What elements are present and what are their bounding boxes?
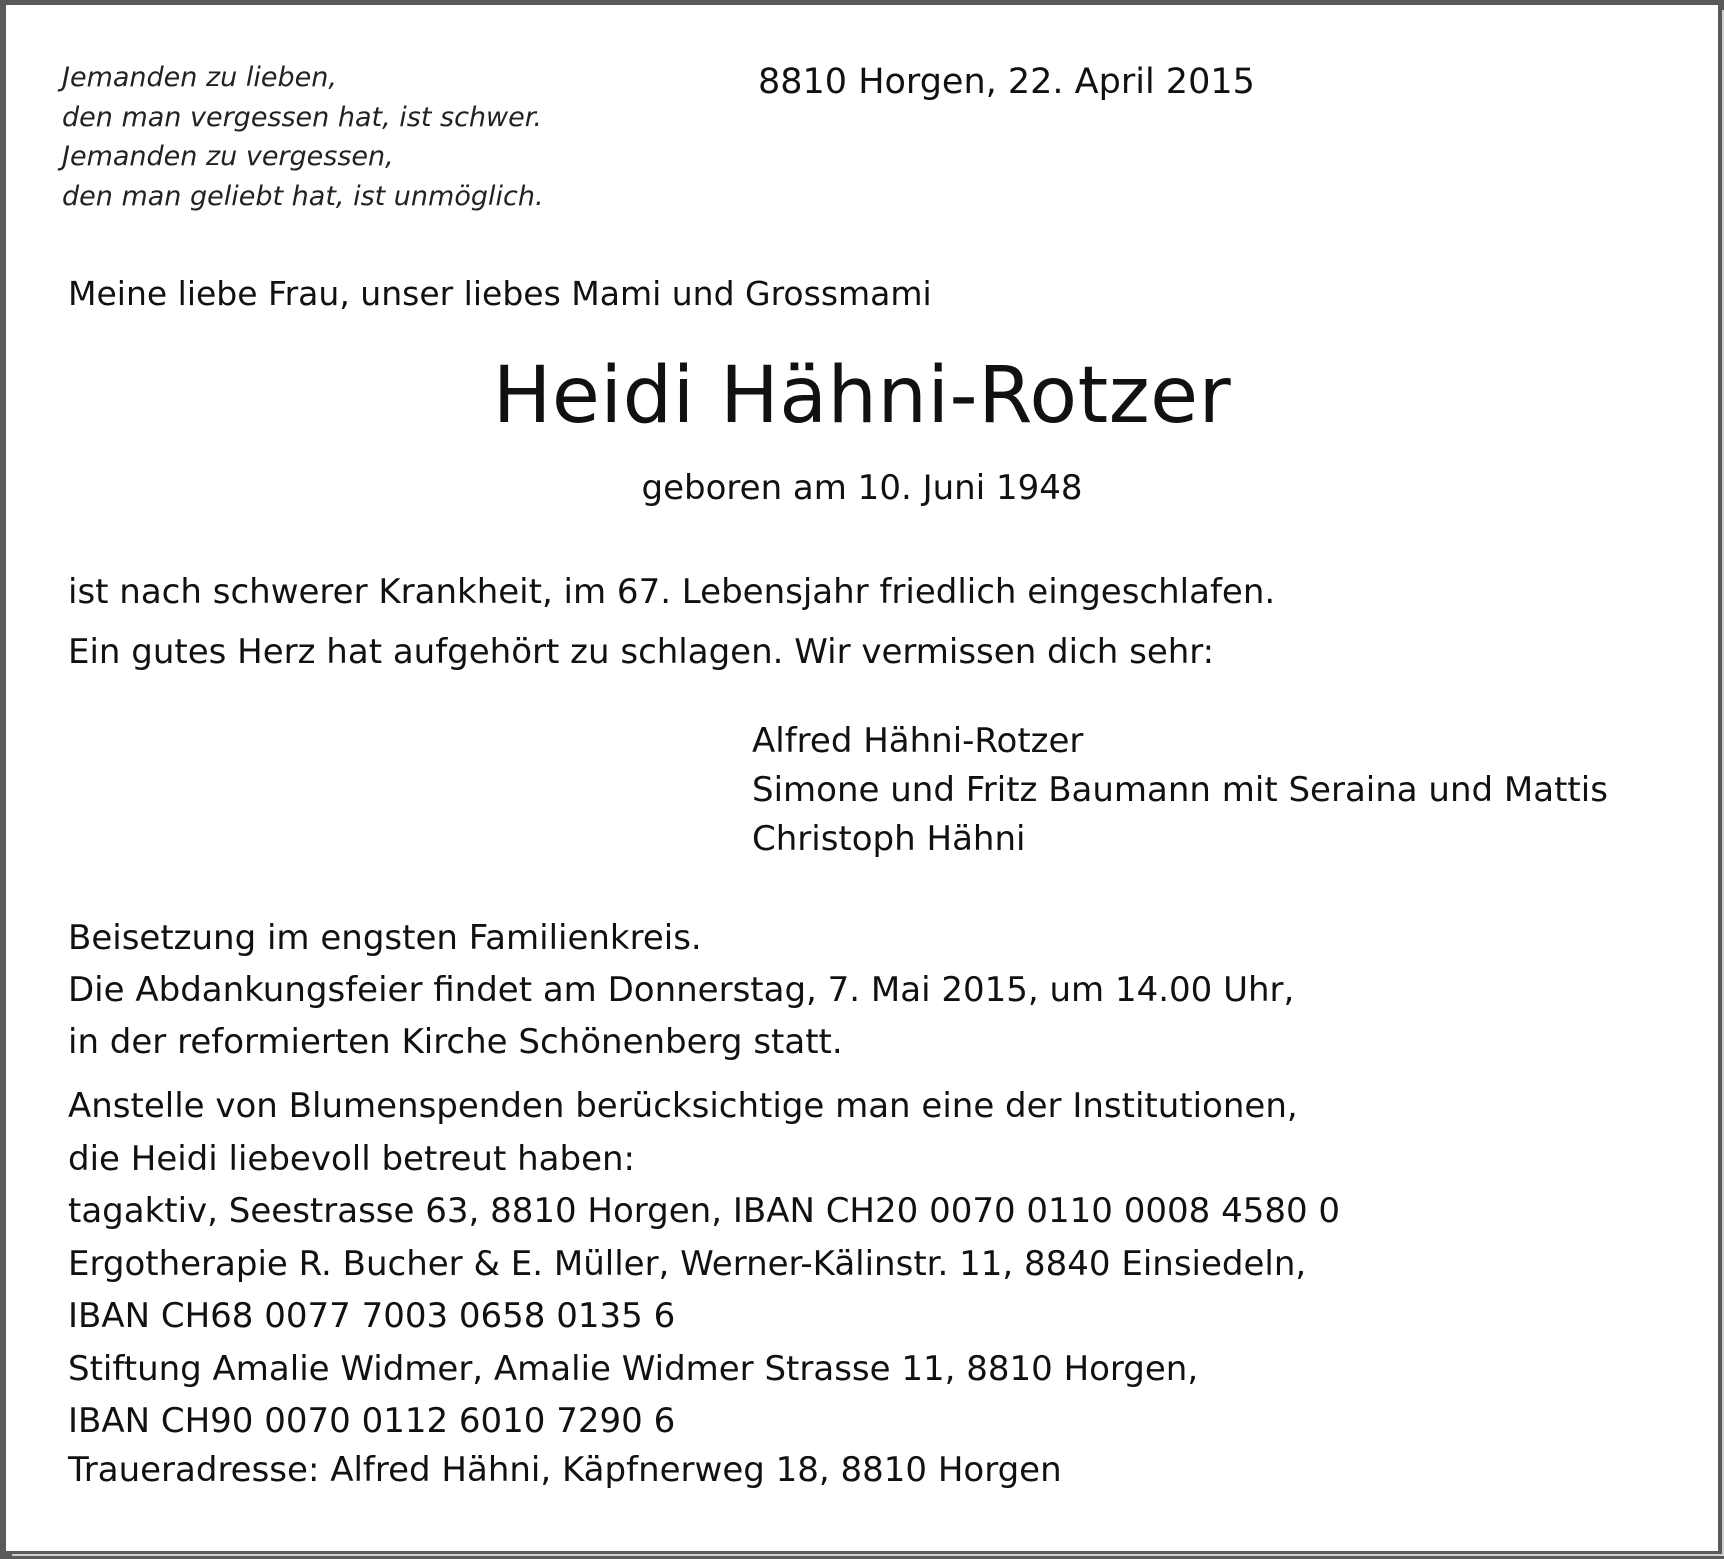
passing-line: ist nach schwerer Krankheit, im 67. Lebensjahr friedlich eingeschlafen. [68, 572, 1276, 612]
family-member: Simone und Fritz Baumann mit Seraina und Mattis [752, 770, 1608, 810]
verse-line: den man geliebt hat, ist unmöglich. [62, 180, 544, 212]
ceremony-info [68, 912, 1294, 1068]
donation-line: Stiftung Amalie Widmer, Amalie Widmer Strasse 11, 8810 Horgen, [68, 1348, 1199, 1389]
verse-line: Jemanden zu vergessen, [62, 141, 394, 172]
family-member: Alfred Hähni-Rotzer [752, 721, 1084, 761]
family-member: Christoph Hähni [752, 819, 1026, 859]
intro-line: Meine liebe Frau, unser liebes Mami und Grossmami [68, 274, 932, 313]
donation-line: IBAN CH90 0070 0112 6010 7290 6 [68, 1401, 676, 1441]
donation-line: tagaktiv, Seestrasse 63, 8810 Horgen, IBAN CH20 0070 0110 0008 4580 0 [68, 1191, 1341, 1231]
donation-line: Anstelle von Blumenspenden berücksichtige man eine der Institutionen, [68, 1086, 1298, 1126]
donation-line: IBAN CH68 0077 7003 0658 0135 6 [68, 1296, 676, 1336]
donation-line: die Heidi liebevoll betreut haben: [68, 1138, 636, 1179]
passing-line: Ein gutes Herz hat aufgehört zu schlagen. Wir vermissen dich sehr: [68, 632, 1215, 672]
deceased-name: Heidi Hähni-Rotzer [492, 351, 1232, 441]
ceremony-line: Die Abdankungsfeier findet am Donnerstag, 7. Mai 2015, um 14.00 Uhr, [68, 970, 1295, 1010]
memorial-verse [62, 58, 544, 216]
family-signatures [752, 717, 1608, 864]
place-date: 8810 Horgen, 22. April 2015 [758, 62, 1255, 102]
mourning-address: Traueradresse: Alfred Hähni, Käpfnerweg 18, 8810 Horgen [68, 1450, 1062, 1490]
ceremony-line: in der reformierten Kirche Schönenberg statt. [68, 1022, 843, 1062]
donation-info [68, 1080, 1340, 1448]
verse-line: Jemanden zu lieben, [62, 62, 337, 93]
passing-text [68, 562, 1275, 682]
donation-line: Ergotherapie R. Bucher & E. Müller, Werner-Kälinstr. 11, 8840 Einsiedeln, [68, 1243, 1307, 1284]
birth-date: geboren am 10. Juni 1948 [641, 468, 1083, 508]
verse-line: den man vergessen hat, ist schwer. [62, 101, 542, 133]
ceremony-line: Beisetzung im engsten Familienkreis. [68, 918, 702, 958]
